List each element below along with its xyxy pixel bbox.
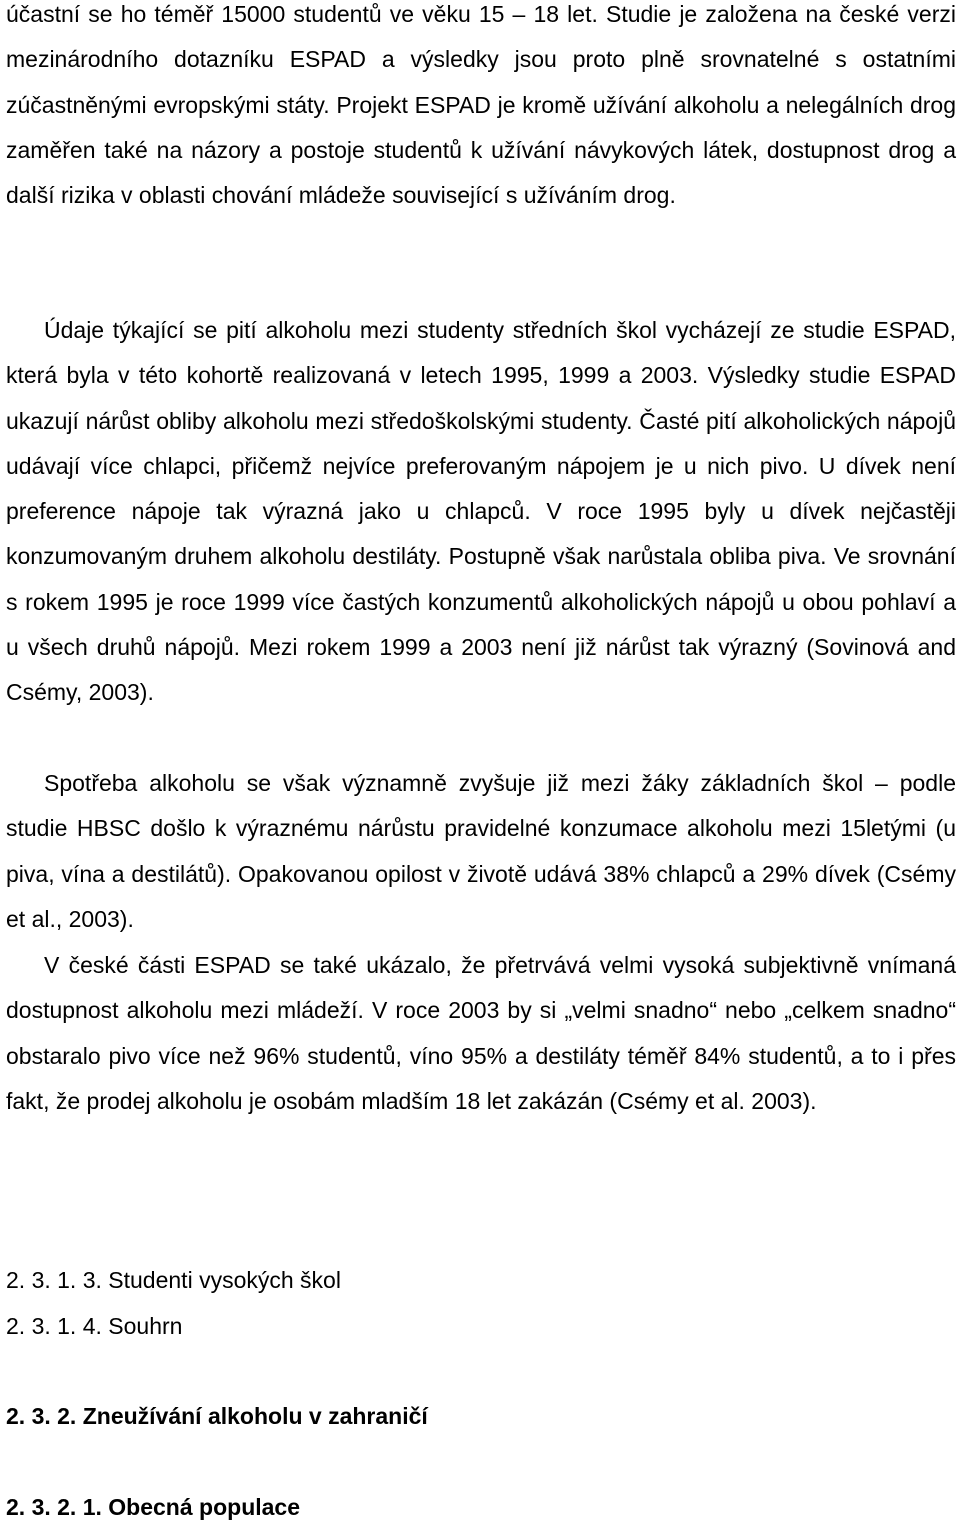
paragraph-espad-intro: účastní se ho téměř 15000 studentů ve věku 15 – 18 let. Studie je založena na české verzi mezinárodního dotazníku ESPAD a výsledky jsou proto plně srovnatelné s ostatními zúčastněnými evropskými státy. Projekt ESPAD je kromě užívání alkoholu a nelegálních drog zaměřen také na názory a postoje studentů k užívání návykových látek, dostupnost drog a další rizika v oblasti chování mládeže související s užíváním drog. <box>6 1 956 209</box>
section-heading-university-students: 2. 3. 1. 3. Studenti vysokých škol <box>6 1267 341 1293</box>
section-heading-summary: 2. 3. 1. 4. Souhrn <box>6 1313 183 1339</box>
paragraph-espad-results: Údaje týkající se pití alkoholu mezi studenty středních škol vycházejí ze studie ESPAD, která byla v této kohortě realizovaná v letech 1995, 1999 a 2003. Výsledky studie ESPAD ukazují nárůst obliby alkoholu mezi středoškolskými studenty. Časté pití alkoholických nápojů udávají více chlapci, přičemž nejvíce preferovaným nápojem je u nich pivo. U dívek není preference nápoje tak výrazná jako u chlapců. V roce 1995 byly u dívek nejčastěji konzumovaným druhem alkoholu destiláty. Postupně však narůstala obliba piva. Ve srovnání s rokem 1995 je roce 1999 více častých konzumentů alkoholických nápojů u obou pohlaví a u všech druhů nápojů. Mezi rokem 1999 a 2003 není již nárůst tak výrazný (Sovinová and Csémy, 2003). <box>6 317 956 706</box>
section-heading-general-population: 2. 3. 2. 1. Obecná populace <box>6 1494 301 1520</box>
paragraph-alcohol-availability: V české části ESPAD se také ukázalo, že přetrvává velmi vysoká subjektivně vnímaná dostupnost alkoholu mezi mládeží. V roce 2003 by si „velmi snadno“ nebo „celkem snadno“ obstaralo pivo více než 96% studentů, víno 95% a destiláty téměř 84% studentů, a to i přes fakt, že prodej alkoholu je osobám mladším 18 let zakázán (Csémy et al. 2003). <box>6 952 956 1114</box>
paragraph-hbsc-consumption: Spotřeba alkoholu se však významně zvyšuje již mezi žáky základních škol – podle studie HBSC došlo k výraznému nárůstu pravidelné konzumace alkoholu mezi 15letými (u piva, vína a destilátů). Opakovanou opilost v životě udává 38% chlapců a 29% dívek (Csémy et al., 2003). <box>6 770 956 932</box>
section-heading-alcohol-abuse-abroad: 2. 3. 2. Zneužívání alkoholu v zahraničí <box>6 1403 428 1429</box>
